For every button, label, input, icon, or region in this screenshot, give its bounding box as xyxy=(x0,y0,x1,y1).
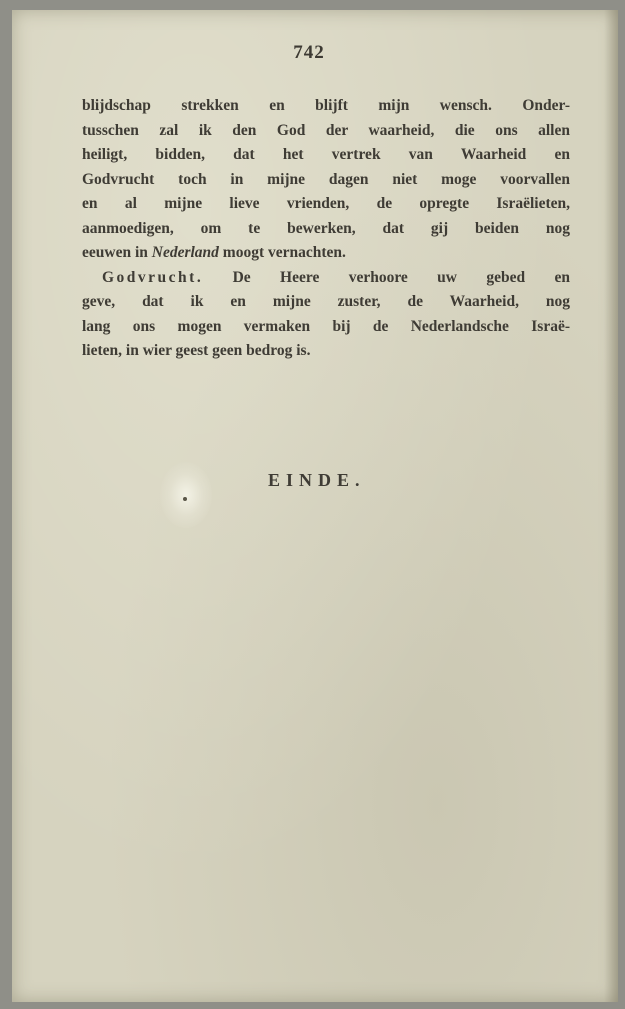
paper-speck xyxy=(183,497,187,501)
text-segment: De Heere verhoore uw gebed en xyxy=(203,268,570,286)
text-line: geve, dat ik en mijne zuster, de Waarheid, nog xyxy=(82,293,570,310)
text-line xyxy=(82,241,570,266)
text-line: blijdschap strekken en blijft mijn wensch. Onder- xyxy=(82,97,570,114)
paper-stain xyxy=(160,462,212,528)
page-number: 742 xyxy=(293,42,325,63)
speaker-name: Godvrucht. xyxy=(102,268,204,286)
italic-place-name: Nederland xyxy=(151,244,219,261)
end-heading: EINDE. xyxy=(268,470,366,490)
text-segment: moogt vernachten. xyxy=(218,244,346,261)
text-line: Godvrucht toch in mijne dagen niet moge voorvallen xyxy=(82,170,570,188)
text-line: heiligt, bidden, dat het vertrek van Waarheid en xyxy=(82,146,570,163)
text-line: lieten, in wier geest geen bedrog is. xyxy=(82,342,311,359)
page-edge-shadow xyxy=(604,10,618,1002)
text-segment: eeuwen in xyxy=(82,244,152,261)
text-line: tusschen zal ik den God der waarheid, die ons allen xyxy=(82,121,570,139)
text-line: aanmoedigen, om te bewerken, dat gij beiden nog xyxy=(82,219,570,237)
text-line: lang ons mogen vermaken bij de Nederlandsche Israë- xyxy=(82,317,570,335)
text-line xyxy=(82,266,570,291)
body-text xyxy=(82,94,570,364)
text-line: en al mijne lieve vrienden, de opregte Israëlieten, xyxy=(82,195,570,212)
